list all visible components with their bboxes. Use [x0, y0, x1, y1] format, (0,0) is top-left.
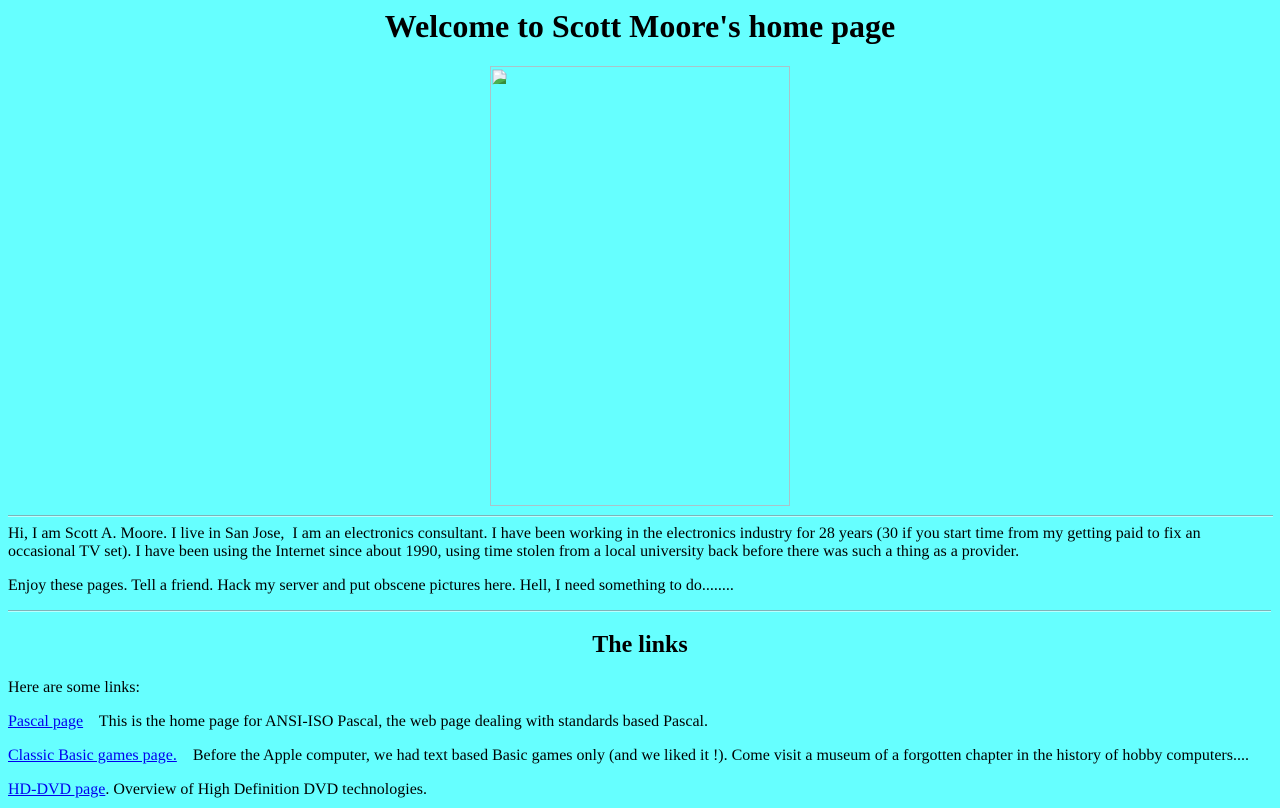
pascal-page-link[interactable]: Pascal page: [8, 713, 84, 730]
portrait-container: [8, 66, 1272, 507]
link-item-basic-games: [8, 747, 1272, 765]
links-heading: The links: [592, 632, 688, 658]
portrait-image: [490, 66, 790, 506]
link-description: This is the home page for ANSI-ISO Pascal, the web page dealing with standards based Pascal.: [98, 713, 708, 730]
divider: [8, 610, 1271, 612]
broken-image-icon: [492, 69, 508, 85]
hd-dvd-page-link[interactable]: HD-DVD page: [8, 781, 106, 798]
enjoy-paragraph: Enjoy these pages. Tell a friend. Hack my server and put obscene pictures here. Hell, I need something to do........: [8, 577, 734, 594]
link-separator: [83, 713, 99, 730]
page-body: [0, 8, 1280, 799]
link-item-hd-dvd: [8, 781, 1272, 799]
link-description: . Overview of High Definition DVD technologies.: [105, 781, 428, 798]
intro-paragraph: Hi, I am Scott A. Moore. I live in San Jose, I am an electronics consultant. I have been working in the electronics industry for 28 years (30 if you start time from my getting paid to fix an occasional TV set). I have been using the Internet since about 1990, using time stolen from a local university back before there was such a thing as a provider.: [8, 525, 1205, 560]
links-intro-text: Here are some links:: [8, 679, 140, 696]
link-separator: [177, 747, 193, 764]
link-item-pascal: [8, 713, 1272, 731]
link-description: Before the Apple computer, we had text based Basic games only (and we liked it !). Come visit a museum of a forgotten chapter in the history of hobby computers....: [192, 747, 1249, 764]
divider: [8, 515, 1273, 517]
classic-basic-games-link[interactable]: Classic Basic games page.: [8, 747, 177, 764]
page-title: Welcome to Scott Moore's home page: [384, 8, 896, 44]
